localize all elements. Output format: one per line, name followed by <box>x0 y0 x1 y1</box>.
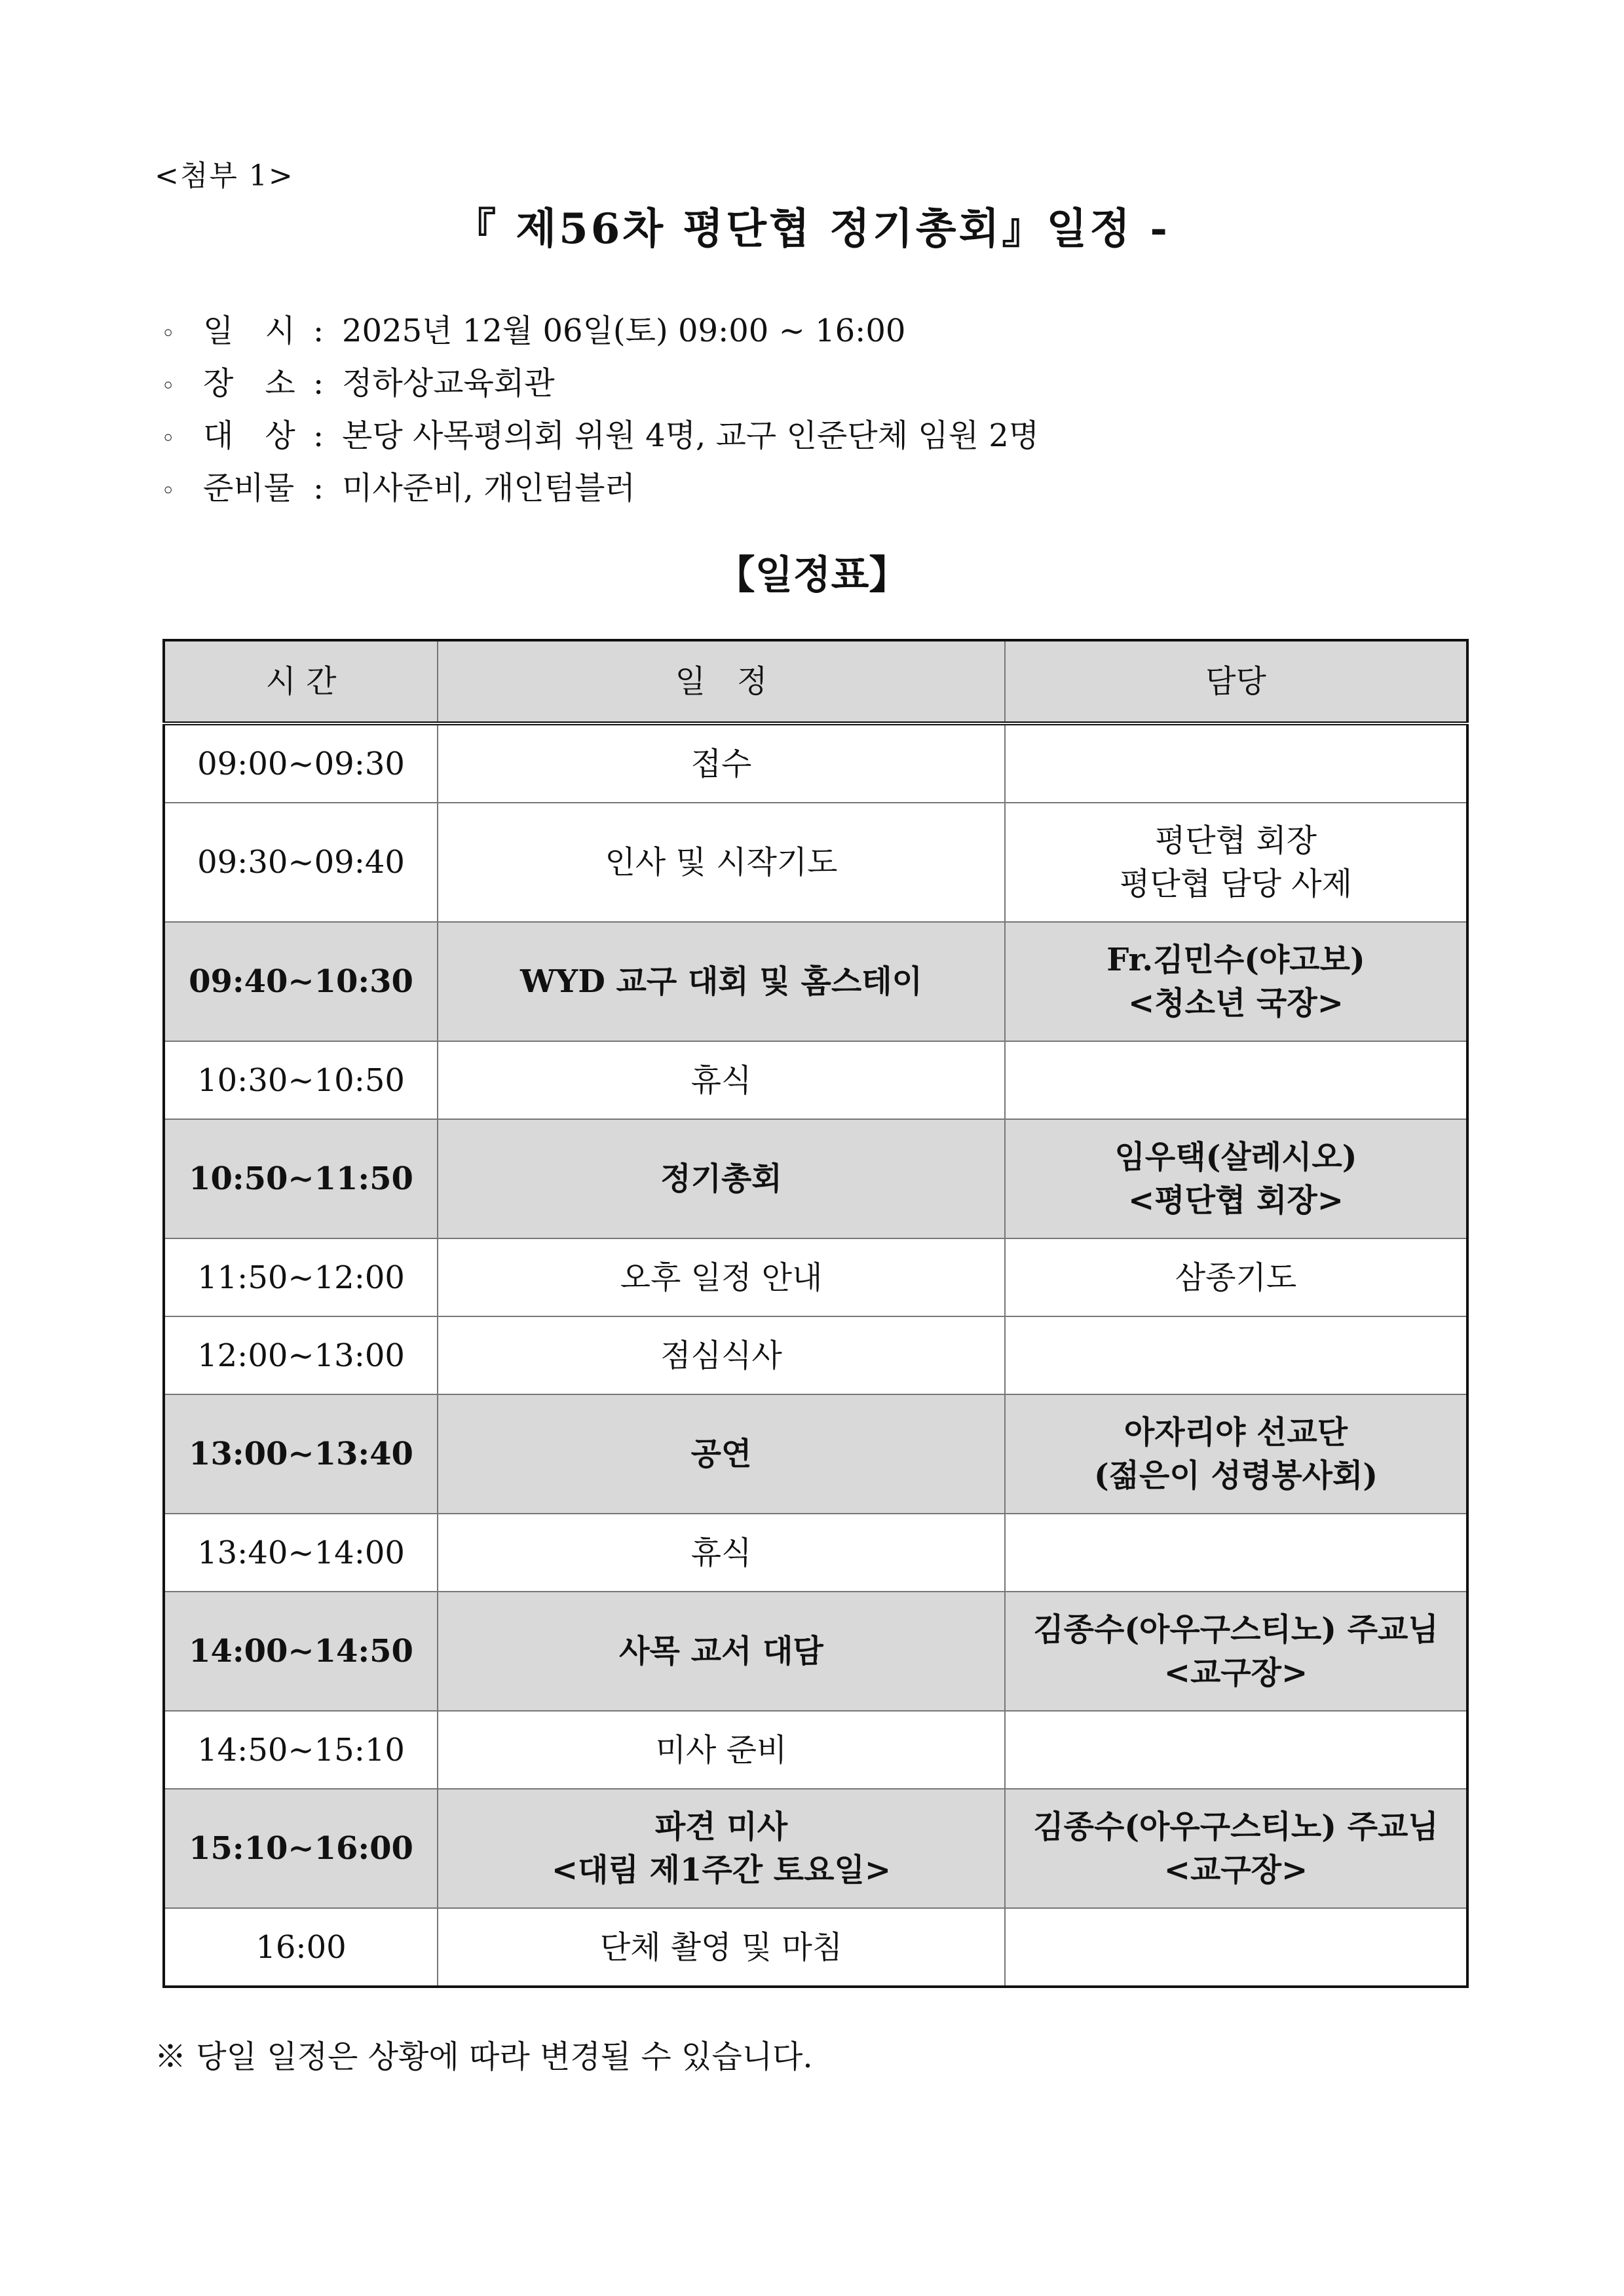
time-cell: 12:00∼13:00 <box>164 1316 438 1394</box>
host-cell-line: <청소년 국장> <box>1128 985 1344 1022</box>
time-cell: 15:10∼16:00 <box>164 1789 438 1908</box>
host-cell <box>1005 1789 1467 1908</box>
host-cell-line: <교구장> <box>1163 1655 1308 1691</box>
table-row <box>164 723 1467 803</box>
event-cell-line: 사목 교서 대담 <box>619 1633 823 1670</box>
host-cell-line: 평단협 회장 <box>1154 822 1317 859</box>
bullet-icon: ◦ <box>161 478 176 505</box>
host-cell <box>1005 1316 1467 1394</box>
info-value: 본당 사목평의회 위원 4명, 교구 인준단체 임원 2명 <box>342 417 1040 454</box>
event-cell <box>438 1119 1005 1238</box>
host-cell <box>1005 1119 1467 1238</box>
table-row <box>164 1514 1467 1592</box>
host-cell <box>1005 922 1467 1041</box>
event-cell <box>438 1592 1005 1711</box>
host-cell <box>1005 1394 1467 1514</box>
table-row <box>164 922 1467 1041</box>
time-cell: 14:00∼14:50 <box>164 1592 438 1711</box>
info-label: 대 상 <box>203 417 295 454</box>
info-separator: : <box>313 313 324 349</box>
bullet-icon: ◦ <box>161 425 176 452</box>
table-row <box>164 1041 1467 1119</box>
time-cell: 16:00 <box>164 1908 438 1987</box>
host-cell-line: Fr.김민수(야고보) <box>1106 942 1365 978</box>
time-cell: 11:50∼12:00 <box>164 1238 438 1316</box>
table-row <box>164 1711 1467 1789</box>
table-row <box>164 1908 1467 1987</box>
table-row <box>164 803 1467 922</box>
event-cell <box>438 1394 1005 1514</box>
event-cell-line: 파견 미사 <box>654 1808 788 1845</box>
event-cell-line: 휴식 <box>690 1534 752 1571</box>
event-cell <box>438 1316 1005 1394</box>
host-cell-line: <평단협 회장> <box>1128 1182 1344 1219</box>
info-row-target <box>161 410 1039 462</box>
table-row <box>164 1789 1467 1908</box>
event-cell <box>438 1041 1005 1119</box>
info-value: 미사준비, 개인텀블러 <box>342 470 635 507</box>
time-cell: 09:00∼09:30 <box>164 723 438 803</box>
host-cell <box>1005 1908 1467 1987</box>
info-separator: : <box>313 365 324 402</box>
host-cell-line: 임우택(살레시오) <box>1114 1139 1357 1176</box>
event-cell-line: 미사 준비 <box>655 1731 787 1769</box>
bullet-icon: ◦ <box>161 320 176 347</box>
host-cell <box>1005 1238 1467 1316</box>
event-cell <box>438 1514 1005 1592</box>
table-row <box>164 1592 1467 1711</box>
info-row-place <box>161 357 1039 410</box>
event-cell-line: 접수 <box>690 745 752 782</box>
host-cell-line: 평단협 담당 사제 <box>1119 866 1353 902</box>
info-row-supplies <box>161 462 1039 514</box>
time-cell: 09:30∼09:40 <box>164 803 438 922</box>
info-label: 일 시 <box>203 313 295 349</box>
event-cell-line: 점심식사 <box>660 1337 782 1374</box>
host-cell <box>1005 1514 1467 1592</box>
host-cell-line: 아자리야 선교단 <box>1124 1414 1348 1451</box>
host-cell <box>1005 723 1467 803</box>
host-cell-line: (젊은이 성령봉사회) <box>1093 1457 1378 1494</box>
time-cell: 13:00∼13:40 <box>164 1394 438 1514</box>
event-cell-line: 인사 및 시작기도 <box>605 844 838 881</box>
event-cell <box>438 1789 1005 1908</box>
event-cell-line: <대림 제1주간 토요일> <box>551 1852 892 1888</box>
event-cell <box>438 1908 1005 1987</box>
time-cell: 13:40∼14:00 <box>164 1514 438 1592</box>
event-cell <box>438 1711 1005 1789</box>
table-row <box>164 1119 1467 1238</box>
host-cell-line: 김종수(아우구스티노) 주교님 <box>1033 1611 1439 1648</box>
info-label: 준비물 <box>203 470 295 507</box>
host-cell-line: <교구장> <box>1163 1852 1308 1888</box>
table-row <box>164 1316 1467 1394</box>
footnote: ※ 당일 일정은 상황에 따라 변경될 수 있습니다. <box>155 2038 813 2075</box>
info-separator: : <box>313 470 324 507</box>
info-list <box>161 305 1039 514</box>
event-cell <box>438 723 1005 803</box>
time-cell: 09:40∼10:30 <box>164 922 438 1041</box>
header-time: 시 간 <box>164 640 438 723</box>
header-host: 담당 <box>1005 640 1467 723</box>
time-cell: 14:50∼15:10 <box>164 1711 438 1789</box>
host-cell <box>1005 1711 1467 1789</box>
page-title: 『 제56차 평단협 정기총회』일정 - <box>454 204 1170 254</box>
host-cell <box>1005 803 1467 922</box>
header-event: 일 정 <box>438 640 1005 723</box>
table-header-row <box>164 640 1467 723</box>
host-cell <box>1005 1592 1467 1711</box>
event-cell-line: 공연 <box>690 1436 752 1472</box>
bullet-icon: ◦ <box>161 373 176 400</box>
time-cell: 10:50∼11:50 <box>164 1119 438 1238</box>
table-row <box>164 1238 1467 1316</box>
info-row-date <box>161 305 1039 357</box>
host-cell <box>1005 1041 1467 1119</box>
time-cell: 10:30∼10:50 <box>164 1041 438 1119</box>
table-row <box>164 1394 1467 1514</box>
event-cell-line: 오후 일정 안내 <box>620 1259 823 1296</box>
event-cell-line: 정기총회 <box>660 1160 782 1197</box>
event-cell-line: 휴식 <box>690 1062 752 1099</box>
info-separator: : <box>313 417 324 454</box>
event-cell-line: WYD 교구 대회 및 홈스테이 <box>520 963 922 1000</box>
host-cell-line: 김종수(아우구스티노) 주교님 <box>1033 1808 1439 1845</box>
info-value: 정하상교육회관 <box>342 365 555 402</box>
event-cell <box>438 803 1005 922</box>
event-cell <box>438 1238 1005 1316</box>
attachment-label: <첨부 1> <box>155 159 294 193</box>
info-value: 2025년 12월 06일(토) 09:00 ∼ 16:00 <box>342 313 906 349</box>
schedule-table <box>162 639 1469 1988</box>
schedule-body <box>164 723 1467 1987</box>
event-cell-line: 단체 촬영 및 마침 <box>599 1928 843 1966</box>
host-cell-line: 삼종기도 <box>1175 1259 1297 1296</box>
event-cell <box>438 922 1005 1041</box>
info-label: 장 소 <box>203 365 295 402</box>
schedule-title: 【일정표】 <box>715 552 909 598</box>
